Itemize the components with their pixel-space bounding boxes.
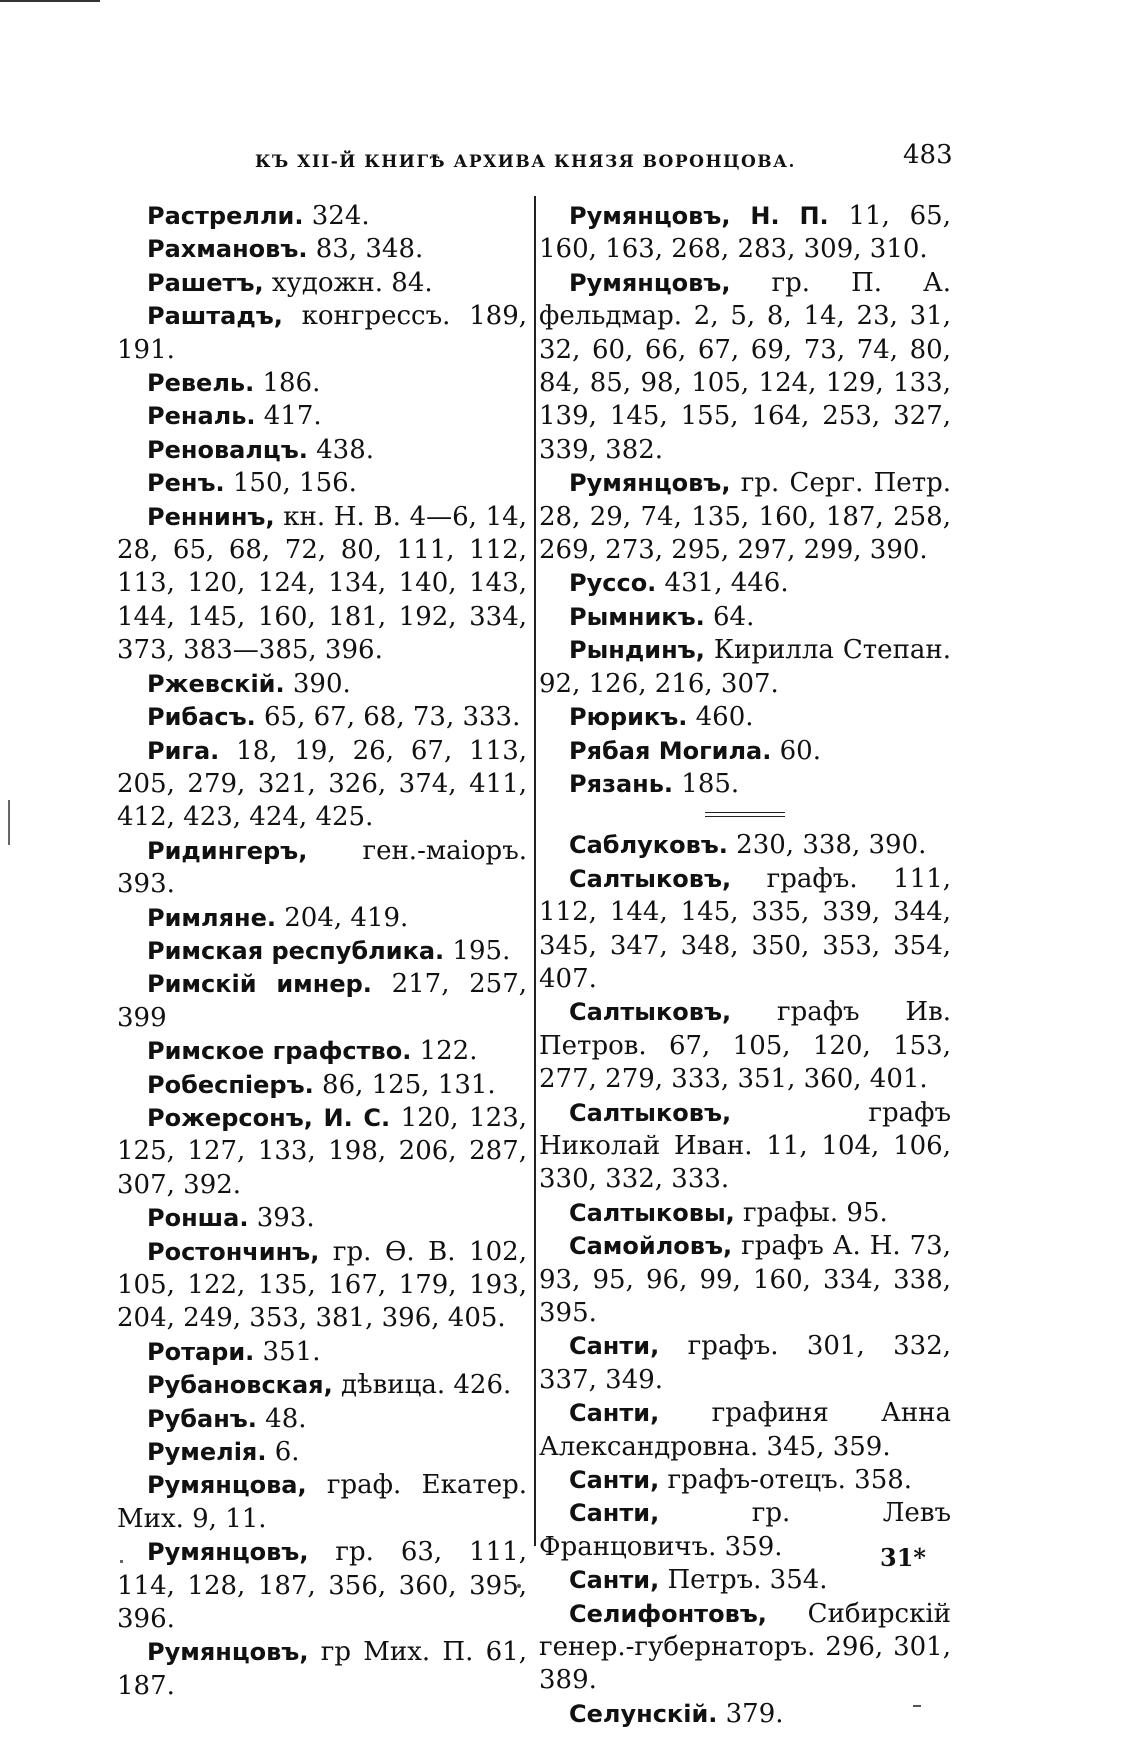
index-entry	[539, 1598, 951, 1698]
index-entry	[117, 233, 527, 266]
entry-headword: Санти,	[569, 1566, 660, 1595]
index-column-right	[539, 200, 951, 1731]
running-header: КЪ XII-Й КНИГѢ АРХИВА КНЯЗЯ ВОРОНЦОВА.	[255, 152, 796, 172]
entry-headword: Румелія.	[147, 1438, 267, 1467]
entry-references: 65, 67, 68, 73, 333.	[255, 702, 521, 733]
entry-headword: Растрелли.	[147, 202, 304, 230]
entry-references: гр. П. А. фельдмар. 2, 5, 8, 14, 23, 31, 32, 60, 66, 67, 69, 73, 74, 80, 84, 85, 98, 105, 124, 129, 133, 139, 145, 155, 164, 253, 327, 339, 382.	[539, 267, 951, 465]
entry-references: 86, 125, 131.	[313, 1069, 496, 1100]
index-entry	[117, 968, 527, 1035]
entry-references: 195.	[444, 935, 511, 966]
index-entry	[117, 1436, 527, 1469]
entry-headword: Санти,	[569, 1332, 660, 1361]
entry-headword: Реналь.	[147, 402, 256, 431]
index-entry	[117, 1102, 527, 1202]
index-entry	[117, 668, 527, 701]
entry-references: 18, 19, 26, 67, 113, 205, 279, 321, 326, 374, 411, 412, 423, 424, 425.	[117, 735, 527, 833]
entry-references: 204, 419.	[276, 902, 409, 933]
index-entry	[539, 829, 951, 862]
index-entry	[117, 501, 527, 668]
entry-headword: Рязань.	[569, 769, 674, 798]
entry-headword: Реновалцъ.	[147, 435, 308, 464]
index-column-left	[117, 200, 527, 1703]
index-entry	[117, 1536, 527, 1636]
entry-headword: Салтыковъ,	[569, 998, 732, 1027]
entry-headword: Санти,	[569, 1499, 660, 1528]
index-entry	[117, 935, 527, 968]
index-entry	[117, 1069, 527, 1102]
entry-references: кн. Н. В. 4—6, 14, 28, 65, 68, 72, 80, 111, 112, 113, 120, 124, 134, 140, 143, 144, 145, 160, 181, 192, 334, 373, 383—385, 396.	[117, 501, 527, 666]
entry-references: 150, 156.	[224, 468, 357, 499]
index-entry	[539, 1230, 951, 1330]
index-entry	[539, 267, 951, 467]
entry-headword: Рымникъ.	[569, 602, 705, 631]
entry-headword: Салтыковъ,	[569, 864, 732, 893]
entry-headword: Саблуковъ.	[569, 831, 728, 860]
entry-references: 431, 446.	[656, 568, 789, 599]
letter-section-separator	[539, 804, 951, 824]
top-rule	[0, 0, 100, 2]
entry-references: 122.	[411, 1036, 478, 1067]
index-entry	[539, 1330, 951, 1397]
entry-headword: Румянцовъ,	[147, 1638, 309, 1667]
entry-references: 217, 257, 399	[117, 969, 528, 1033]
entry-references: гр Мих. П. 61, 187.	[117, 1637, 527, 1701]
index-entry	[117, 1636, 527, 1703]
index-entry	[117, 367, 527, 400]
entry-headword: Ротари.	[147, 1337, 255, 1366]
entry-headword: Римское графство.	[147, 1037, 412, 1066]
entry-headword: Ростончинъ,	[147, 1237, 320, 1266]
entry-references: 185.	[673, 768, 740, 799]
entry-headword: Римская республика.	[147, 936, 445, 965]
entry-headword: Реннинъ,	[147, 502, 275, 531]
entry-references: 120, 123, 125, 127, 133, 198, 206, 287, 307, 392.	[117, 1102, 528, 1200]
entry-headword: Рындинъ,	[569, 636, 705, 665]
entry-references: Кирилла Степан. 92, 126, 216, 307.	[539, 635, 951, 699]
entry-headword: Робеспіеръ.	[147, 1070, 314, 1099]
index-entry	[117, 701, 527, 734]
entry-references: 60.	[771, 735, 821, 766]
entry-headword: Салтыковъ,	[569, 1098, 732, 1127]
entry-references: 417.	[255, 401, 322, 432]
column-divider	[534, 196, 536, 1546]
entry-references: гр. Левъ Францовичъ. 359.	[539, 1498, 951, 1562]
entry-references: 438.	[307, 434, 374, 465]
index-entry	[117, 1469, 527, 1536]
index-entry	[539, 768, 951, 801]
index-entry	[117, 835, 527, 902]
entry-headword: Самойловъ,	[569, 1232, 733, 1261]
entry-headword: Румянцовъ,	[569, 268, 731, 297]
entry-headword: Римляне.	[147, 903, 276, 932]
entry-references: графъ. 111, 112, 144, 145, 335, 339, 344, 345, 347, 348, 350, 353, 354, 407.	[539, 863, 951, 994]
entry-references: конгрессъ. 189, 191.	[117, 301, 527, 365]
entry-references: 186.	[254, 368, 321, 399]
index-entry	[539, 567, 951, 600]
index-entry	[117, 1369, 527, 1402]
index-entry	[117, 400, 527, 433]
index-entry	[539, 200, 951, 267]
entry-references: графъ Ив. Петров. 67, 105, 120, 153, 277, 279, 333, 351, 360, 401.	[539, 997, 951, 1095]
index-entry	[539, 601, 951, 634]
entry-references: ген.-маіоръ. 393.	[117, 835, 527, 900]
entry-headword: Селифонтовъ,	[569, 1599, 767, 1628]
entry-references: графъ. 301, 332, 337, 349.	[539, 1331, 951, 1395]
entry-references: 390.	[284, 668, 351, 699]
printer-signature: 31*	[880, 1543, 926, 1572]
entry-references: гр. 63, 111, 114, 128, 187, 356, 360, 395, 396.	[117, 1537, 527, 1635]
entry-references: художн. 84.	[263, 267, 433, 298]
entry-references: дѣвица. 426.	[332, 1370, 512, 1401]
index-entry	[117, 1035, 527, 1068]
entry-headword: Ржевскій.	[147, 669, 285, 698]
entry-headword: Санти,	[569, 1466, 660, 1495]
entry-headword: Рябая Могила.	[569, 736, 772, 765]
entry-references: 379.	[717, 1698, 784, 1729]
entry-headword: Рюрикъ.	[569, 703, 688, 732]
index-entry	[539, 1464, 951, 1497]
entry-headword: Рубановская,	[147, 1371, 333, 1400]
index-entry	[117, 902, 527, 935]
entry-references: 6.	[266, 1437, 300, 1468]
entry-headword: Раштадъ,	[147, 302, 283, 331]
index-entry	[117, 467, 527, 500]
entry-references: граф. Екатер. Мих. 9, 11.	[117, 1470, 527, 1534]
entry-headword: Ренъ.	[147, 469, 225, 498]
entry-references: графъ-отецъ. 358.	[659, 1465, 913, 1496]
entry-references: графы. 95.	[734, 1197, 888, 1228]
entry-references: 393.	[248, 1203, 315, 1234]
entry-headword: Ревель.	[147, 369, 255, 398]
index-entry	[539, 1698, 951, 1731]
index-entry	[117, 1336, 527, 1369]
index-entry	[117, 300, 527, 367]
index-entry	[117, 1403, 527, 1436]
entry-headword: Румянцовъ,	[569, 469, 731, 498]
entry-references: 230, 338, 390.	[727, 830, 927, 861]
entry-references: 351.	[254, 1336, 321, 1367]
entry-references: 64.	[704, 601, 755, 632]
entry-headword: Руссо.	[569, 569, 657, 598]
entry-headword: Рахмановъ.	[147, 235, 308, 264]
entry-headword: Рибасъ.	[147, 703, 256, 732]
page-number: 483	[903, 140, 953, 170]
index-entry	[539, 467, 951, 567]
entry-references: Петръ. 354.	[659, 1565, 828, 1596]
index-entry	[539, 634, 951, 701]
entry-headword: Рашетъ,	[147, 268, 264, 297]
entry-headword: Румянцовъ, Н. П.	[569, 202, 829, 230]
entry-references: графъ Николай Иван. 11, 104, 106, 330, 332, 333.	[539, 1097, 951, 1195]
index-entry	[117, 1202, 527, 1235]
index-entry	[539, 1097, 951, 1197]
entry-headword: Рубанъ.	[147, 1404, 257, 1433]
index-entry	[539, 701, 951, 734]
entry-headword: Румянцовъ,	[147, 1538, 309, 1567]
entry-headword: Селунскій.	[569, 1699, 718, 1728]
entry-references: Сибирскій генер.-губернаторъ. 296, 301, 389.	[539, 1598, 951, 1696]
entry-headword: Рига.	[147, 736, 220, 765]
entry-references: 48.	[256, 1403, 307, 1434]
entry-references: 460.	[687, 702, 754, 733]
entry-references: 11, 65, 160, 163, 268, 283, 309, 310.	[539, 201, 951, 265]
index-entry	[117, 267, 527, 300]
entry-references: графиня Анна Александровна. 345, 359.	[539, 1398, 951, 1462]
index-entry	[539, 863, 951, 997]
index-entry	[539, 1397, 951, 1464]
entry-headword: Рожерсонъ, И. С.	[147, 1103, 391, 1132]
entry-references: гр. Ө. В. 102, 105, 122, 135, 167, 179, 193, 204, 249, 353, 381, 396, 405.	[117, 1236, 527, 1334]
entry-references: графъ А. Н. 73, 93, 95, 96, 99, 160, 334, 338, 395.	[539, 1231, 951, 1328]
entry-references: 83, 348.	[307, 234, 424, 265]
entry-references: гр. Серг. Петр. 28, 29, 74, 135, 160, 187, 258, 269, 273, 295, 297, 299, 390.	[539, 468, 951, 566]
index-entry	[539, 1197, 951, 1230]
index-entry	[117, 1236, 527, 1336]
index-entry	[117, 434, 527, 467]
entry-headword: Римскій имнер.	[147, 970, 372, 999]
entry-headword: Ридингеръ,	[147, 836, 308, 865]
entry-references: 324.	[303, 201, 370, 231]
index-entry	[539, 996, 951, 1096]
index-entry	[117, 200, 527, 233]
entry-headword: Санти,	[569, 1399, 660, 1428]
entry-headword: Ронша.	[147, 1204, 249, 1233]
index-entry	[117, 735, 527, 835]
margin-mark	[8, 800, 10, 845]
entry-headword: Румянцова,	[147, 1471, 307, 1500]
entry-headword: Салтыковы,	[569, 1198, 735, 1227]
index-entry	[539, 735, 951, 768]
